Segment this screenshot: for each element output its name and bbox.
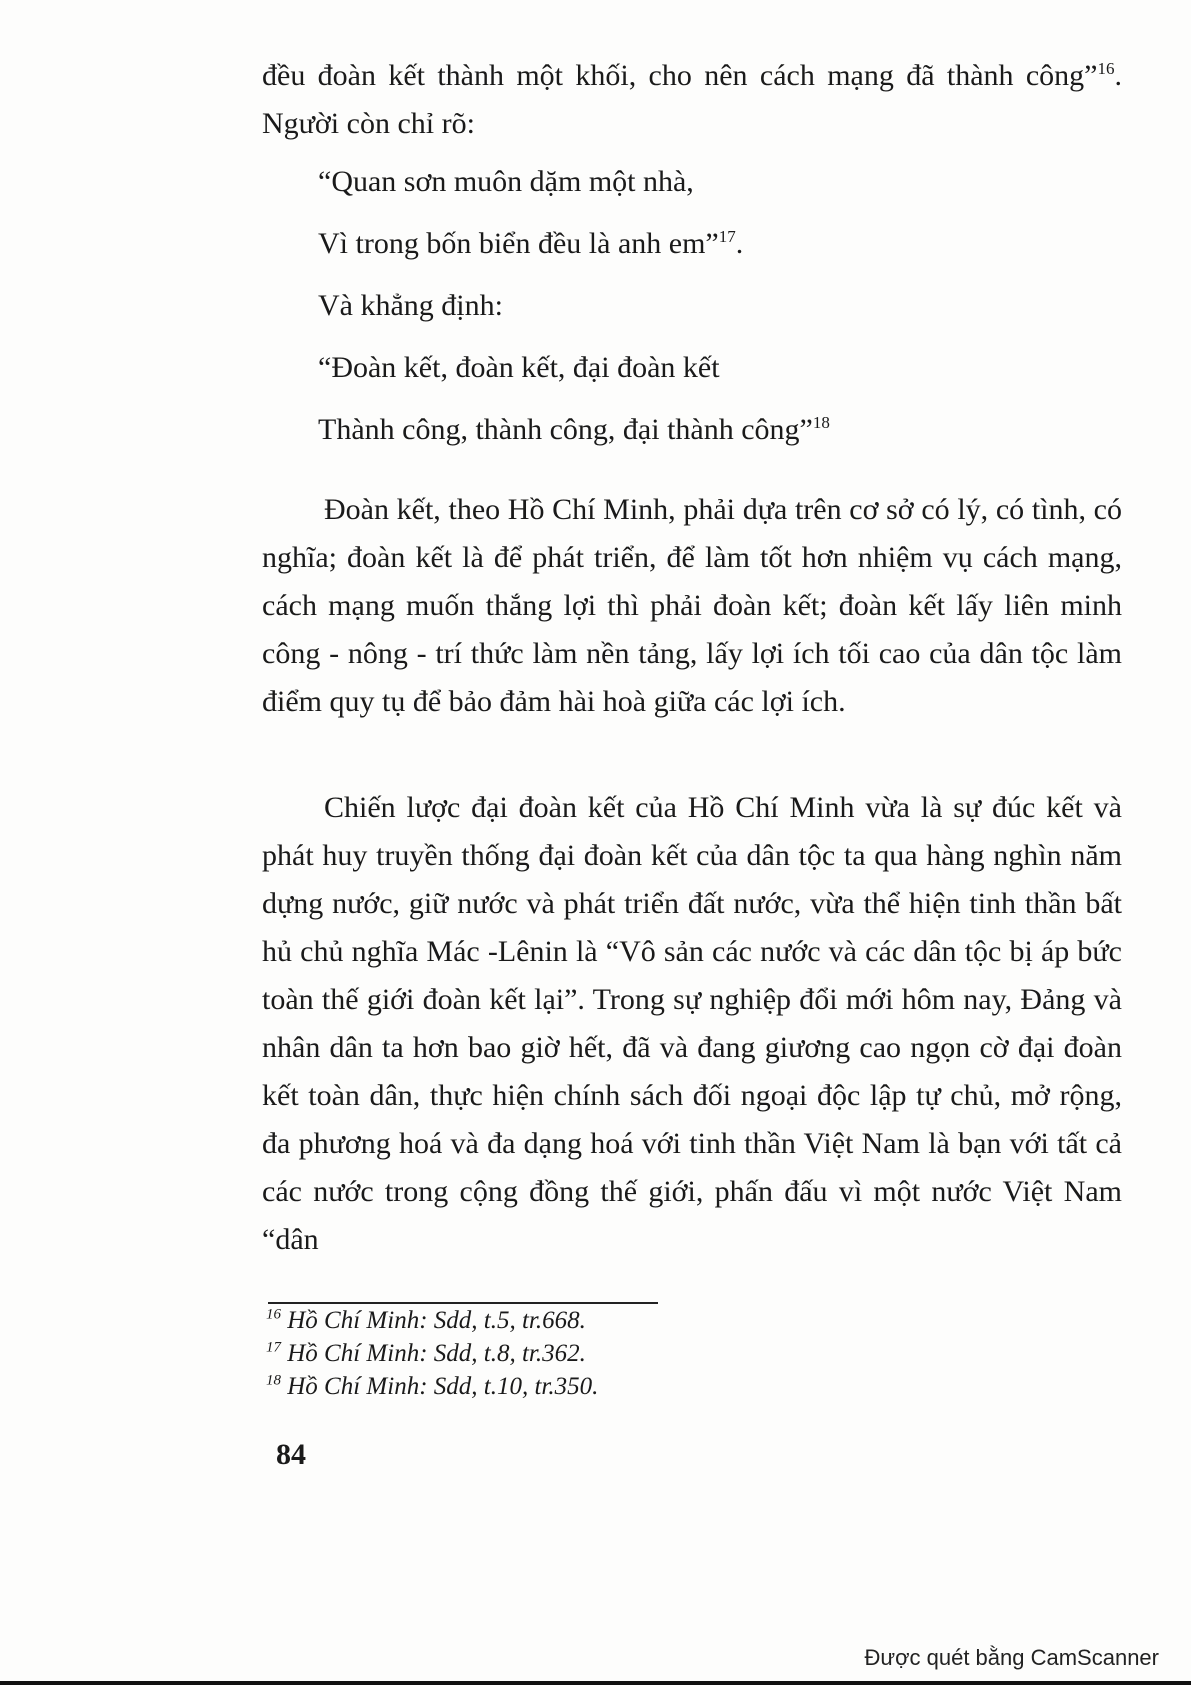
footnote-ref-16: 16 xyxy=(1097,59,1115,78)
paragraph-chien-luoc xyxy=(262,784,1122,1264)
footnote-text: Hồ Chí Minh: Sdd, t.8, tr.362. xyxy=(287,1340,586,1367)
opening-paragraph xyxy=(262,52,1122,148)
scan-edge xyxy=(0,1681,1191,1685)
footnote-number: 16 xyxy=(266,1306,281,1323)
footnote-ref-18: 18 xyxy=(812,413,830,432)
page-number: 84 xyxy=(276,1438,306,1471)
verse-text: Vì trong bốn biển đều là anh em” xyxy=(318,227,719,260)
footnote-text: Hồ Chí Minh: Sdd, t.5, tr.668. xyxy=(287,1307,586,1334)
footnote-text: Hồ Chí Minh: Sdd, t.10, tr.350. xyxy=(287,1373,599,1400)
paragraph-text: Chiến lược đại đoàn kết của Hồ Chí Minh vừa là sự đúc kết và phát huy truyền thống đại đoàn kết của dân tộc ta qua hàng nghìn năm dựng nước, giữ nước và phát triển đất nước, vừa thể hiện tinh thần bất hủ chủ nghĩa Mác -Lênin là “Vô sản các nước và các dân tộc bị áp bức toàn thế giới đoàn kết lại”. Trong sự nghiệp đổi mới hôm nay, Đảng và nhân dân ta hơn bao giờ hết, đã và đang giương cao ngọn cờ đại đoàn kết toàn dân, thực hiện chính sách đối ngoại độc lập tự chủ, mở rộng, đa phương hoá và đa dạng hoá với tinh thần Việt Nam là bạn với tất cả các nước trong cộng đồng thế giới, phấn đấu vì một nước Việt Nam “dân xyxy=(262,791,1122,1256)
verse-line: “Quan sơn muôn dặm một nhà, xyxy=(318,165,694,198)
paragraph-doan-ket xyxy=(262,486,1122,726)
opening-text: đều đoàn kết thành một khối, cho nên cách mạng đã thành công” xyxy=(262,59,1098,92)
verse-line xyxy=(318,220,743,268)
paragraph-text: Đoàn kết, theo Hồ Chí Minh, phải dựa trên cơ sở có lý, có tình, có nghĩa; đoàn kết là để phát triển, để làm tốt hơn nhiệm vụ cách mạng, cách mạng muốn thắng lợi thì phải đoàn kết; đoàn kết lấy liên minh công - nông - trí thức làm nền tảng, lấy lợi ích tối cao của dân tộc làm điểm quy tụ để bảo đảm hài hoà giữa các lợi ích. xyxy=(262,493,1122,718)
footnote-number: 18 xyxy=(266,1372,281,1389)
footnotes xyxy=(266,1300,598,1403)
verse-line: “Đoàn kết, đoàn kết, đại đoàn kết xyxy=(318,351,720,384)
intro-line: Và khẳng định: xyxy=(318,289,503,322)
verse-text: Thành công, thành công, đại thành công” xyxy=(318,413,813,446)
scanner-watermark: Được quét bằng CamScanner xyxy=(864,1645,1159,1670)
verse-line xyxy=(318,406,830,454)
footnote-item xyxy=(266,1304,598,1337)
footnote-item xyxy=(266,1370,598,1403)
footnote-item xyxy=(266,1337,598,1370)
footnote-number: 17 xyxy=(266,1339,281,1356)
opening-text-end: . Người còn chỉ rõ: xyxy=(262,59,1122,140)
verse-punct: . xyxy=(735,227,744,260)
footnote-ref-17: 17 xyxy=(718,227,736,246)
